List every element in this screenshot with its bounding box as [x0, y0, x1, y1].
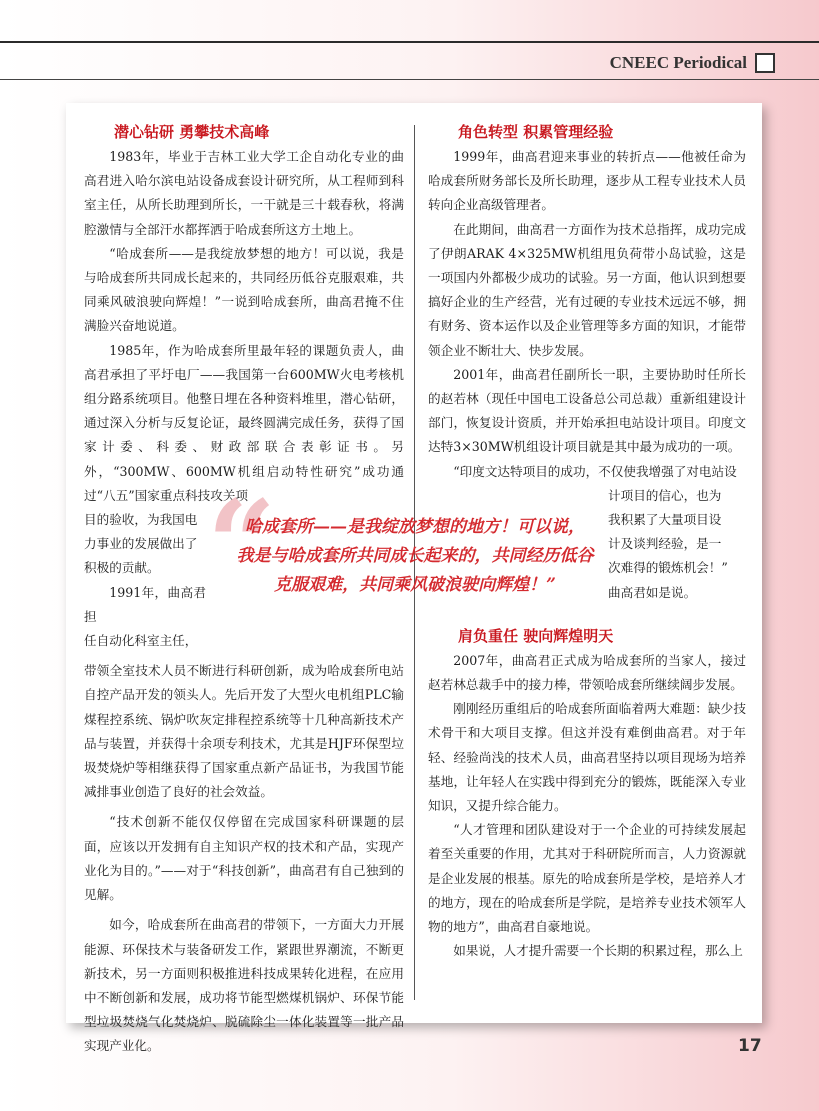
- paragraph-wrap: 我积累了大量项目设: [608, 512, 722, 528]
- paragraph-wrap: 1991年，曲高君担: [84, 584, 206, 624]
- pull-quote: [195, 474, 635, 615]
- paragraph: 在此期间，曲高君一方面作为技术总指挥，成功完成了伊朗ARAK 4×325MW机组甩负荷带小岛试验，这是一项国内外都极少成功的试验。另一方面，他认识到想要搞好企业的生产经营，光有过硬的专业技术远远不够，拥有财务、资本运作以及企业管理等多方面的知识，才能带领企业不断壮大、快步发展。: [428, 221, 746, 358]
- paragraph: 2007年，曲高君正式成为哈成套所的当家人，接过赵若林总裁手中的接力棒，带领哈成套所继续阔步发展。: [428, 652, 746, 693]
- page-number: 17: [738, 1036, 762, 1056]
- pull-quote-text: [195, 513, 635, 600]
- paragraph-wrap: 计项目的信心，也为: [608, 487, 722, 503]
- paragraph: “哈成套所——是我绽放梦想的地方！可以说，我是与哈成套所共同成长起来的，共同经历低谷克服艰难，共同乘风破浪驶向辉煌！”一说到哈成套所，曲高君掩不住满脸兴奋地说道。: [84, 245, 404, 334]
- section-title-3: 肩负重任 驶向辉煌明天: [458, 626, 614, 645]
- paragraph: 1983年，毕业于吉林工业大学工企自动化专业的曲高君进入哈尔滨电站设备成套设计研究所，从工程师到科室主任，从所长助理到所长，一干就是三十载春秋，将满腔激情与全部汗水都挥洒于哈成套所这方土地上。: [84, 149, 404, 237]
- masthead-square-icon: [755, 53, 775, 73]
- paragraph: 刚刚经历重组后的哈成套所面临着两大难题：缺少技术骨干和大项目支撑。但这并没有难倒曲高君。对于年轻、经验尚浅的技术人员，曲高君坚持以项目现场为培养基地，让年轻人在实践中得到充分的锻炼，既能深入专业知识，又提升综合能力。: [428, 701, 746, 814]
- paragraph: 1999年，曲高君迎来事业的转折点——他被任命为哈成套所财务部长及所长助理，逐步从工程专业技术人员转向企业高级管理者。: [428, 149, 746, 213]
- pull-quote-line: 克服艰难，共同乘风破浪驶向辉煌！”: [274, 575, 556, 595]
- pull-quote-line: 我是与哈成套所共同成长起来的，共同经历低谷: [236, 546, 594, 566]
- paragraph-wrap: 积极的贡献。: [84, 560, 160, 576]
- pull-quote-line: 哈成套所——是我绽放梦想的地方！可以说，: [245, 517, 585, 537]
- paragraph: 如今，哈成套所在曲高君的带领下，一方面大力开展能源、环保技术与装备研发工作，紧跟世界潮流，不断更新技术，另一方面则积极推进科技成果转化进程，在应用中不断创新和发展，成功将节能型燃煤机锅炉、环保节能型垃圾焚烧气化焚烧炉、脱硫除尘一体化装置等一批产品实现产业化。: [84, 917, 404, 1054]
- quote-mark-icon: “: [207, 474, 277, 615]
- paragraph-wrap: 次难得的锻炼机会！”: [608, 560, 728, 576]
- paragraph: “人才管理和团队建设对于一个企业的可持续发展起着至关重要的作用，尤其对于科研院所而言，人力资源就是企业发展的根基。原先的哈成套所是学校，是培养人才的地方，现在的哈成套所是学院，是培养专业技术领军人物的地方”，曲高君自豪地说。: [428, 822, 746, 935]
- section-title-1: 潜心钻研 勇攀技术高峰: [114, 123, 270, 141]
- paragraph-wrap: 目的验收，为我国电: [84, 512, 198, 528]
- paragraph: 带领全室技术人员不断进行科研创新，成为哈成套所电站自控产品开发的领头人。先后开发了大型火电机组PLC输煤程控系统、锅炉吹灰定排程控系统等十几种高新技术产品与装置，并获得十余项专利技术，尤其是HJF环保型垃圾焚烧炉等相继获得了国家重点新产品证书，为我国节能减排事业创造了良好的社会效益。: [84, 663, 404, 800]
- section-title-2: 角色转型 积累管理经验: [458, 123, 614, 141]
- sub-rule: [0, 79, 819, 80]
- paragraph-wrap: 曲高君如是说。: [608, 584, 697, 600]
- paragraph: “印度文达特项目的成功，不仅使我增强了对电站设: [453, 463, 737, 479]
- paragraph: 2001年，曲高君任副所长一职，主要协助时任所长的赵若林（现任中国电工设备总公司总裁）重新组建设计部门，恢复设计资质，并开始承担电站设计项目。印度文达特3×30MW机组设计项目就是其中最为成功的一项。: [428, 366, 746, 455]
- paragraph: 如果说，人才提升需要一个长期的积累过程，那么上: [453, 943, 743, 959]
- top-rule: [0, 41, 819, 43]
- masthead: [610, 50, 775, 76]
- paragraph: “技术创新不能仅仅停留在完成国家科研课题的层面，应该以开发拥有自主知识产权的技术和产品，实现产业化为目的。”——对于“科技创新”，曲高君有自己独到的见解。: [84, 814, 404, 903]
- journal-name: CNEEC Periodical: [609, 53, 747, 72]
- paragraph: 1985年，作为哈成套所里最年轻的课题负责人，曲高君承担了平圩电厂——我国第一台600MW火电考核机组分路系统项目。他整日埋在各种资料堆里，潜心钻研，通过深入分析与反复论证，最终圆满完成任务，获得了国家计委、科委、财政部联合表彰证书。另外，“300MW、600MW机组启动特性研究”成功通过“八五”国家重点科技攻关项: [84, 342, 404, 503]
- paragraph-wrap: 计及谈判经验，是一: [608, 536, 722, 552]
- paragraph-wrap: 力事业的发展做出了: [84, 536, 198, 552]
- paragraph-wrap: 任自动化科室主任，: [84, 633, 198, 649]
